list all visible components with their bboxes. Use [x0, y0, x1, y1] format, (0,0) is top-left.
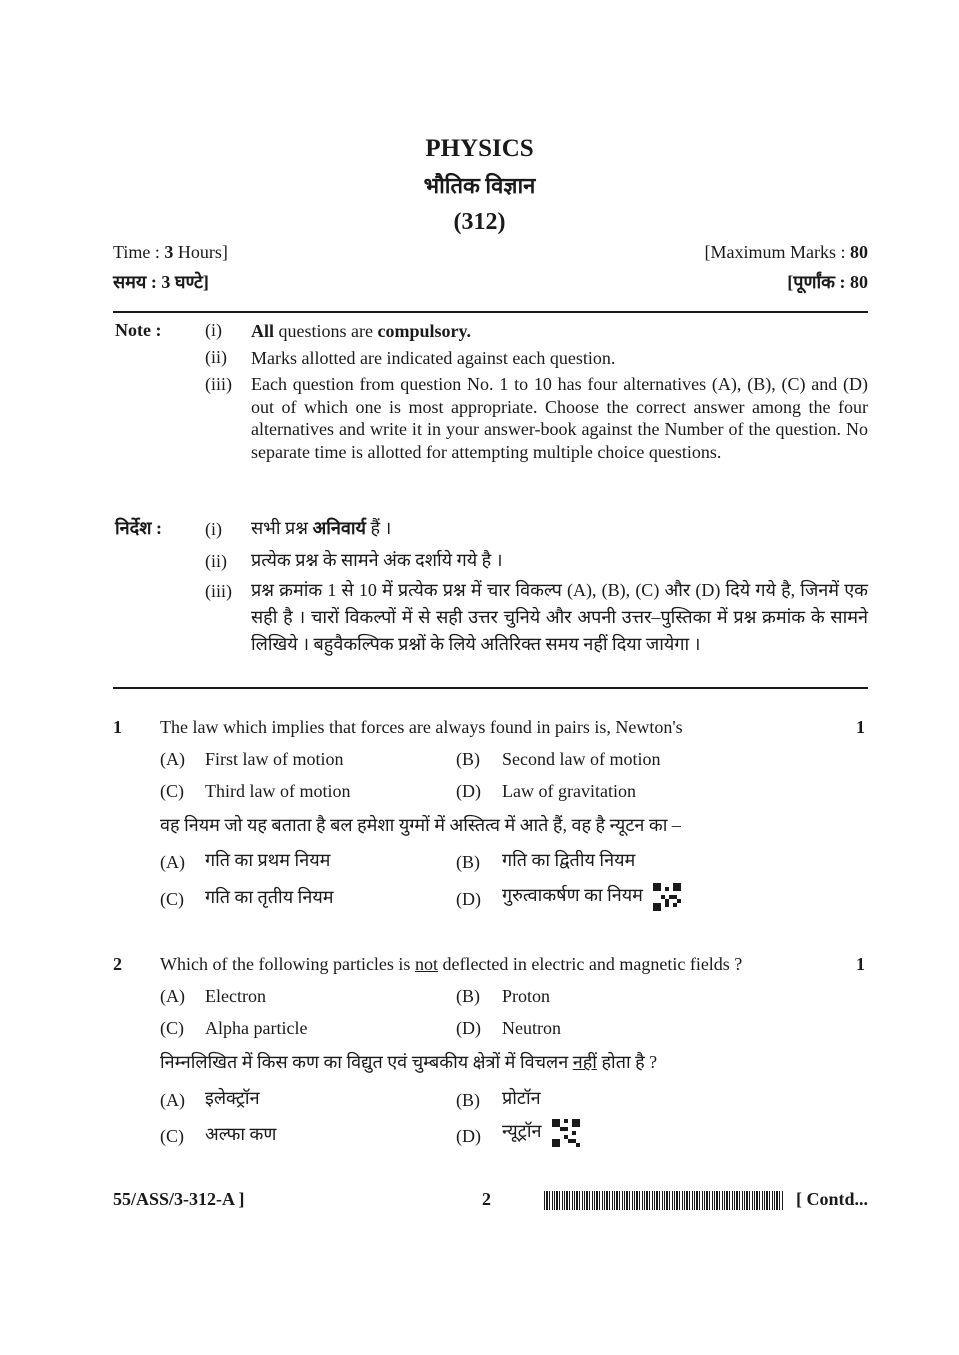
option-text: Electron	[205, 986, 266, 1006]
barcode-icon	[544, 1191, 784, 1210]
footer-right	[544, 1189, 868, 1211]
note-item-2: Marks allotted are indicated against each question.	[251, 348, 616, 368]
question-text: Which of the following particles is not deflected in electric and magnetic fields ?	[160, 954, 743, 974]
note-item-num: (i)	[205, 320, 222, 340]
time-line-hindi: समय : 3 घण्टे]	[113, 272, 209, 292]
qr-code-icon	[653, 883, 681, 911]
qr-code-icon	[552, 1119, 580, 1147]
option-key: (B)	[456, 1090, 480, 1110]
option-text: Alpha particle	[205, 1018, 308, 1038]
paper-code: 55/ASS/3-312-A ]	[113, 1189, 245, 1209]
option-key: (C)	[160, 1126, 184, 1146]
note-hindi-item-3: प्रश्न क्रमांक 1 से 10 में प्रत्येक प्रश्न में चार विकल्प (A), (B), (C) और (D) दिये गये है, जिनमें एक सही है । चारों विकल्पों में से सही उत्तर चुनिये और अपनी उत्तर–पुस्तिका में प्रश्न क्रमांक के सामने लिखिये । बहुवैकल्पिक प्रश्नों के लिये अतिरिक्त समय नहीं दिया जायेगा ।	[251, 580, 868, 654]
note-item-num: (ii)	[205, 347, 227, 367]
option-text: Proton	[502, 986, 551, 1006]
note-item-3: Each question from question No. 1 to 10 has four alternatives (A), (B), (C) and (D) out of which one is most appropriate. Choose the correct answer among the four alternatives and write it in your answer-book against the Number of the question. No separate time is allotted for attempting multiple choice questions.	[251, 374, 868, 462]
option-key: (D)	[456, 889, 481, 909]
option-text: Second law of motion	[502, 749, 661, 769]
option-key: (A)	[160, 852, 185, 872]
option-text-hindi: गति का द्वितीय नियम	[502, 850, 636, 870]
question-text-hindi: वह नियम जो यह बताता है बल हमेशा युग्मों में अस्तित्व में आते हैं, वह है न्यूटन का –	[160, 815, 681, 835]
subject-code: (312)	[453, 209, 506, 235]
page-number: 2	[482, 1189, 491, 1209]
option-key: (D)	[456, 1126, 481, 1146]
option-key: (A)	[160, 1090, 185, 1110]
note-label-hindi: निर्देश :	[115, 518, 162, 538]
option-text: First law of motion	[205, 749, 344, 769]
option-key: (D)	[456, 1018, 481, 1038]
option-key: (C)	[160, 889, 184, 909]
time-line: Time : 3 Hours]	[113, 242, 228, 262]
divider-middle	[113, 687, 868, 689]
note-item-1: All questions are compulsory.	[251, 321, 472, 341]
option-text: Neutron	[502, 1018, 561, 1038]
question-number: 1	[113, 717, 122, 737]
option-text-hindi: गुरुत्वाकर्षण का नियम	[502, 885, 643, 906]
note-hindi-item-1: सभी प्रश्न अनिवार्य हैं ।	[251, 518, 392, 538]
page-title-hindi: भौतिक विज्ञान	[423, 173, 536, 198]
note-hindi-item-num: (i)	[205, 519, 222, 539]
option-text-hindi-wrap	[502, 1119, 580, 1147]
note-item-num: (iii)	[205, 374, 232, 394]
option-key: (A)	[160, 749, 185, 769]
option-text-hindi: गति का प्रथम नियम	[205, 850, 331, 870]
note-hindi-item-2: प्रत्येक प्रश्न के सामने अंक दर्शाये गये है ।	[251, 550, 503, 570]
option-text: Third law of motion	[205, 781, 351, 801]
max-marks-line-hindi: [पूर्णांक : 80	[787, 272, 868, 292]
question-marks: 1	[856, 717, 865, 737]
question-text: The law which implies that forces are always found in pairs is, Newton's	[160, 717, 683, 737]
note-hindi-item-num: (ii)	[205, 551, 227, 571]
option-text-hindi: गति का तृतीय नियम	[205, 887, 334, 907]
divider-top	[113, 311, 868, 313]
page-title: PHYSICS	[425, 135, 534, 162]
option-key: (C)	[160, 1018, 184, 1038]
note-hindi-item-num: (iii)	[205, 581, 232, 601]
contd-label: [ Contd...	[795, 1189, 868, 1209]
question-text-hindi: निम्नलिखित में किस कण का विद्युत एवं चुम्बकीय क्षेत्रों में विचलन नहीं होता है ?	[160, 1052, 658, 1072]
option-text-hindi: न्यूट्रॉन	[502, 1121, 542, 1142]
option-key: (C)	[160, 781, 184, 801]
option-text-hindi-wrap	[502, 883, 681, 911]
question-number: 2	[113, 954, 122, 974]
option-text-hindi: इलेक्ट्रॉन	[205, 1088, 260, 1108]
option-text-hindi: प्रोटॉन	[502, 1088, 541, 1108]
option-text-hindi: अल्फा कण	[205, 1124, 277, 1144]
option-text: Law of gravitation	[502, 781, 636, 801]
question-marks: 1	[856, 954, 865, 974]
note-label: Note :	[115, 320, 162, 340]
option-key: (B)	[456, 986, 480, 1006]
option-key: (B)	[456, 852, 480, 872]
option-key: (B)	[456, 749, 480, 769]
max-marks-line: [Maximum Marks : 80	[704, 242, 868, 262]
option-key: (D)	[456, 781, 481, 801]
option-key: (A)	[160, 986, 185, 1006]
